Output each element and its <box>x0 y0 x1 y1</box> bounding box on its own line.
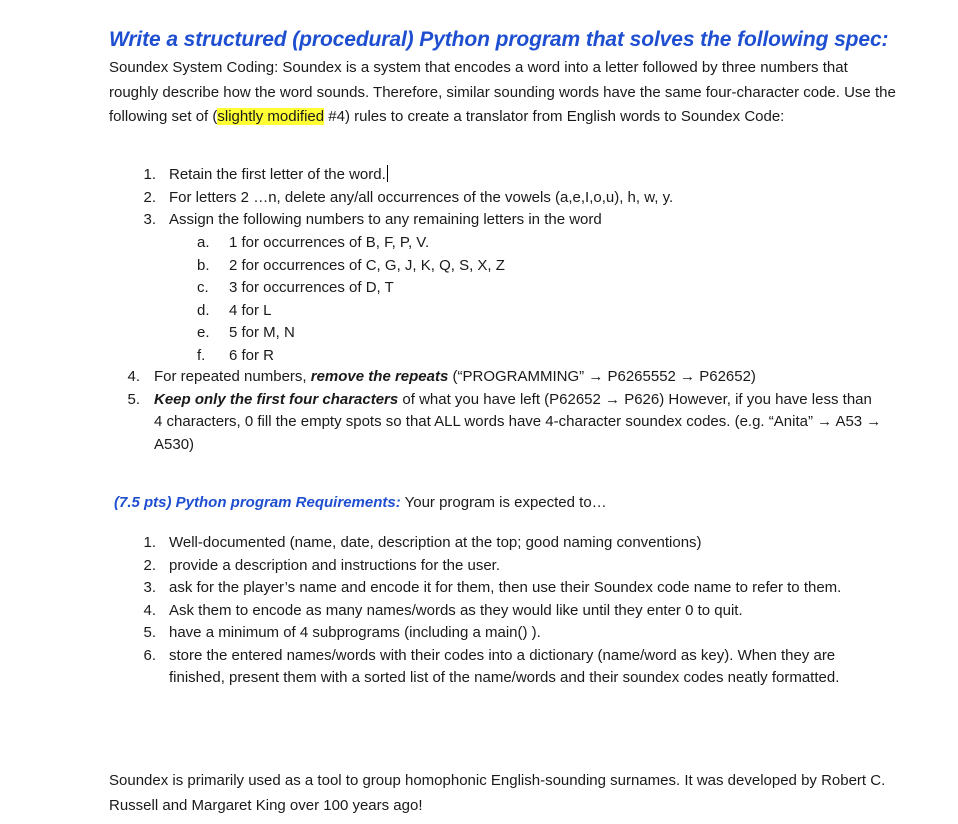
subrule-text: 4 for L <box>229 301 272 319</box>
rule-item <box>138 164 898 187</box>
requirement-text: ask for the player’s name and encode it for them, then use their Soundex code name to refer to them. <box>169 579 842 596</box>
intro-text-end: #4) rules to create a translator from English words to Soundex Code: <box>324 108 785 125</box>
rule-item <box>138 209 898 232</box>
requirement-item <box>138 577 888 600</box>
rule-number: 1. <box>143 166 156 183</box>
soundex-rules-list-continued <box>124 366 884 456</box>
subrule-item <box>197 232 797 255</box>
subrule-item <box>197 277 797 300</box>
subrule-item <box>197 322 797 345</box>
requirement-text: have a minimum of 4 subprograms (including a main() ). <box>169 624 541 641</box>
rule-item <box>138 187 898 210</box>
rule-text: For letters 2 …n, delete any/all occurrences of the vowels (a,e,I,o,u), h, w, y. <box>169 188 674 206</box>
rule-text: Retain the first letter of the word. <box>169 166 386 183</box>
rule-item <box>124 366 884 389</box>
requirement-text: provide a description and instructions for the user. <box>169 556 501 574</box>
rule-text: For repeated numbers, <box>154 368 311 385</box>
requirement-item <box>138 600 888 623</box>
subrule-letter: d. <box>197 301 210 319</box>
rule-number: 3. <box>143 211 156 228</box>
requirement-number: 1. <box>143 534 156 551</box>
closing-paragraph: Soundex is primarily used as a tool to group homophonic English-sounding surnames. It was developed by Robert C. Russell and Margaret King over 100 years ago! <box>109 772 886 814</box>
intro-paragraph <box>109 56 899 130</box>
requirement-item <box>138 645 888 690</box>
subrule-letter: a. <box>197 234 210 251</box>
text-cursor <box>387 165 388 182</box>
requirement-text: Well-documented (name, date, description at the top; good naming conventions) <box>169 534 702 551</box>
requirements-list <box>138 532 888 690</box>
rule-emphasis: Keep only the first four characters <box>154 390 399 408</box>
letter-number-sublist <box>197 232 797 367</box>
subrule-letter: c. <box>197 279 209 296</box>
requirement-text: store the entered names/words with their codes into a dictionary (name/word as key). When they are finished, present them with a sorted list of the name/words and their soundex codes neatly formatted. <box>169 646 840 686</box>
intro-text-start: Soundex System Coding: Soundex is a system that encodes a word into a letter followed by three numbers that roughly describe how the word sounds. Therefore, similar sounding words have the same four-character code. Use the following set of ( <box>109 59 896 125</box>
requirement-number: 6. <box>143 646 156 664</box>
requirement-number: 5. <box>143 624 156 641</box>
rule-number: 5. <box>127 390 140 408</box>
subrule-text: 6 for R <box>229 346 275 364</box>
requirements-heading <box>114 494 607 511</box>
requirement-number: 3. <box>143 579 156 596</box>
soundex-rules-list <box>138 164 898 232</box>
rule-item <box>124 389 884 457</box>
rule-emphasis: remove the repeats <box>310 368 449 385</box>
requirement-number: 2. <box>143 556 156 574</box>
subrule-text: 5 for M, N <box>229 324 295 341</box>
subrule-text: 2 for occurrences of C, G, J, K, Q, S, X, Z <box>229 256 505 274</box>
rule-text: Assign the following numbers to any remaining letters in the word <box>169 211 602 228</box>
requirements-tail: Your program is expected to… <box>400 494 607 511</box>
subrule-item <box>197 255 797 278</box>
rule-text: (“PROGRAMMING” → P6265552 → P62652) <box>448 368 756 385</box>
subrule-item <box>197 345 797 368</box>
requirements-label: (7.5 pts) Python program Requirements: <box>114 494 401 511</box>
highlighted-text: slightly modified <box>217 108 325 125</box>
subrule-letter: b. <box>197 256 210 274</box>
subrule-letter: f. <box>197 346 206 364</box>
subrule-text: 1 for occurrences of B, F, P, V. <box>229 234 430 251</box>
requirement-item <box>138 532 888 555</box>
requirement-item <box>138 622 888 645</box>
requirement-text: Ask them to encode as many names/words as they would like until they enter 0 to quit. <box>169 601 743 619</box>
subrule-letter: e. <box>197 324 210 341</box>
page-title: Write a structured (procedural) Python program that solves the following spec: <box>109 28 889 51</box>
subrule-text: 3 for occurrences of D, T <box>229 279 394 296</box>
requirement-number: 4. <box>143 601 156 619</box>
requirement-item <box>138 555 888 578</box>
rule-text: of what you have left (P62652 → P626) However, if you have less than 4 characters, 0 fill the empty spots so that ALL words have 4-character soundex codes. (e.g. “Anita” → A53 → A530) <box>154 390 882 453</box>
subrule-item <box>197 300 797 323</box>
rule-number: 2. <box>143 188 156 206</box>
rule-number: 4. <box>127 368 140 385</box>
